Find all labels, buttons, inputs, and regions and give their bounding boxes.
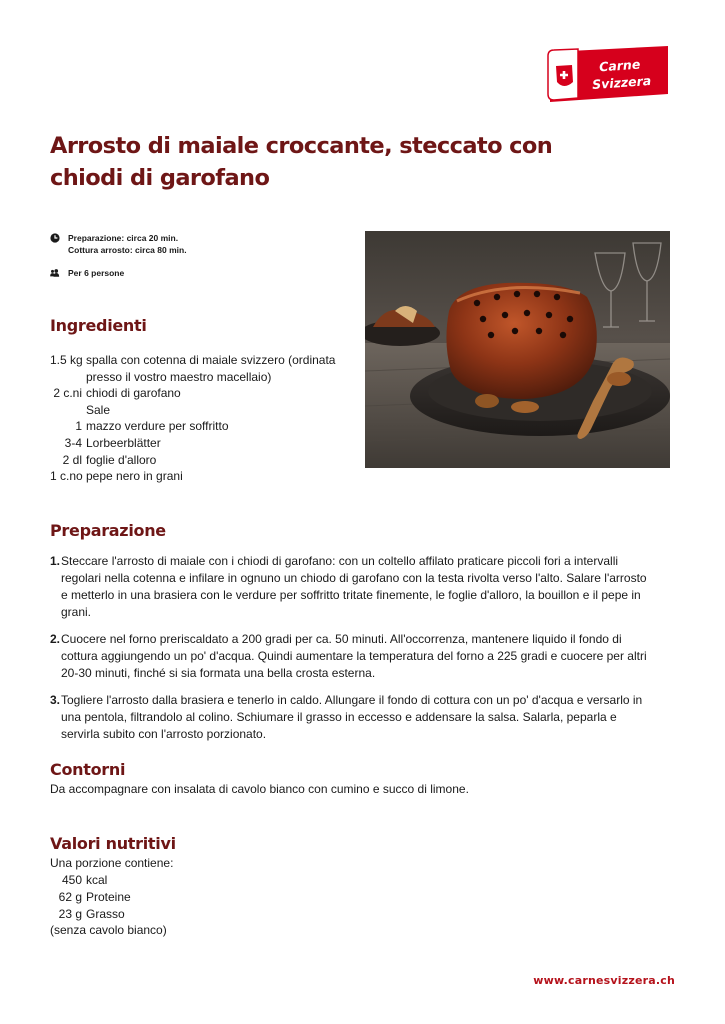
ingredient-qty (50, 402, 86, 419)
clock-icon (50, 233, 60, 243)
nutrition-note: (senza cavolo bianco) (50, 923, 167, 937)
ingredient-qty: 1.5 kg (50, 353, 83, 367)
ingredients-list (50, 352, 356, 485)
ingredient-name: mazzo verdure per soffritto (86, 419, 229, 434)
prep-time: Preparazione: circa 20 min. (68, 233, 179, 243)
step-number: 2. (50, 632, 61, 646)
ingredient-qty: 1 (75, 419, 82, 434)
recipe-title: Arrosto di maiale croccante, steccato con chiodi di garofano (50, 133, 553, 191)
nutrition-name: kcal (86, 873, 108, 887)
list-item (50, 435, 356, 452)
list-item (50, 906, 131, 923)
list-item (50, 402, 356, 419)
nutrition-list (50, 872, 131, 923)
list-item (50, 385, 356, 402)
list-item (50, 418, 356, 435)
nutrition-name: Grasso (86, 907, 125, 921)
ingredient-qty: 2 dl (62, 452, 82, 467)
side-dishes-text: Da accompagnare con insalata di cavolo bianco con cumino e succo di limone. (50, 782, 469, 796)
website-link[interactable]: www.carnesvizzera.ch (533, 974, 675, 987)
cook-time: Cottura arrosto: circa 80 min. (68, 245, 187, 255)
servings: Per 6 persone (68, 268, 125, 278)
nutrition-qty: 62 g (58, 890, 82, 904)
list-item (50, 468, 356, 485)
ingredient-qty: 3-4 (64, 435, 82, 450)
step-text: Togliere l'arrosto dalla brasiera e tenerlo in caldo. Allungare il fondo di cottura con un po' d'acqua e versarlo in una pentola, filtrandolo al colino. Schiumare il grasso in eccesso e addensare la salsa. Salarla, peparla e servirla subito con l'arrosto porzionato. (61, 693, 643, 741)
nutrition-heading: Valori nutritivi (50, 834, 176, 853)
logo-line-2: Svizzera (591, 72, 652, 93)
ingredient-name: foglie d'alloro (86, 452, 157, 467)
ingredient-name: chiodi di garofano (86, 386, 181, 401)
nutrition-intro: Una porzione contiene: (50, 856, 174, 870)
list-item (50, 553, 650, 621)
ingredient-name: pepe nero in grani (86, 469, 183, 484)
nutrition-name: Proteine (86, 890, 131, 904)
ingredient-qty: 2 c.ni (53, 386, 82, 401)
step-number: 3. (50, 693, 61, 707)
step-number: 1. (50, 554, 61, 568)
preparation-heading: Preparazione (50, 521, 166, 540)
step-text: Cuocere nel forno preriscaldato a 200 gradi per ca. 50 minuti. All'occorrenza, mantenere liquido il fondo di cottura aggiungendo un po' d'acqua. Quindi aumentare la temperatura del forno a 225 gradi e cuocere per altri 20-30 minuti, finché si sia formata una bella crosta esterna. (61, 632, 647, 680)
list-item (50, 352, 356, 385)
side-dishes-heading: Contorni (50, 760, 126, 779)
list-item (50, 872, 131, 889)
list-item (50, 452, 356, 469)
preparation-steps (50, 553, 650, 753)
carne-svizzera-logo (546, 44, 670, 104)
step-text: Steccare l'arrosto di maiale con i chiodi di garofano: con un coltello affilato praticare piccoli fori a intervalli regolari nella cotenna e infilare in ognuno un chiodo di garofano con la testa rivolta verso l'alto. Salare l'arrosto e metterlo in una brasiera con le verdure per soffritto tritate finemente, le foglie d'alloro, la bouillon e il pepe in grani. (61, 554, 647, 619)
ingredient-name: Lorbeerblätter (86, 435, 161, 450)
ingredient-qty: 1 c.no (50, 469, 83, 484)
list-item (50, 631, 650, 682)
list-item (50, 889, 131, 906)
ingredients-heading: Ingredienti (50, 316, 147, 335)
people-icon (50, 268, 60, 278)
ingredient-name: Sale (86, 402, 111, 417)
nutrition-qty: 23 g (58, 907, 82, 921)
roast-pork-photo (365, 231, 670, 468)
list-item (50, 692, 650, 743)
nutrition-qty: 450 (61, 873, 82, 887)
logo-line-1: Carne (598, 56, 641, 75)
ingredient-name: spalla con cotenna di maiale svizzero (ordinata presso il vostro maestro macellaio) (86, 353, 336, 384)
